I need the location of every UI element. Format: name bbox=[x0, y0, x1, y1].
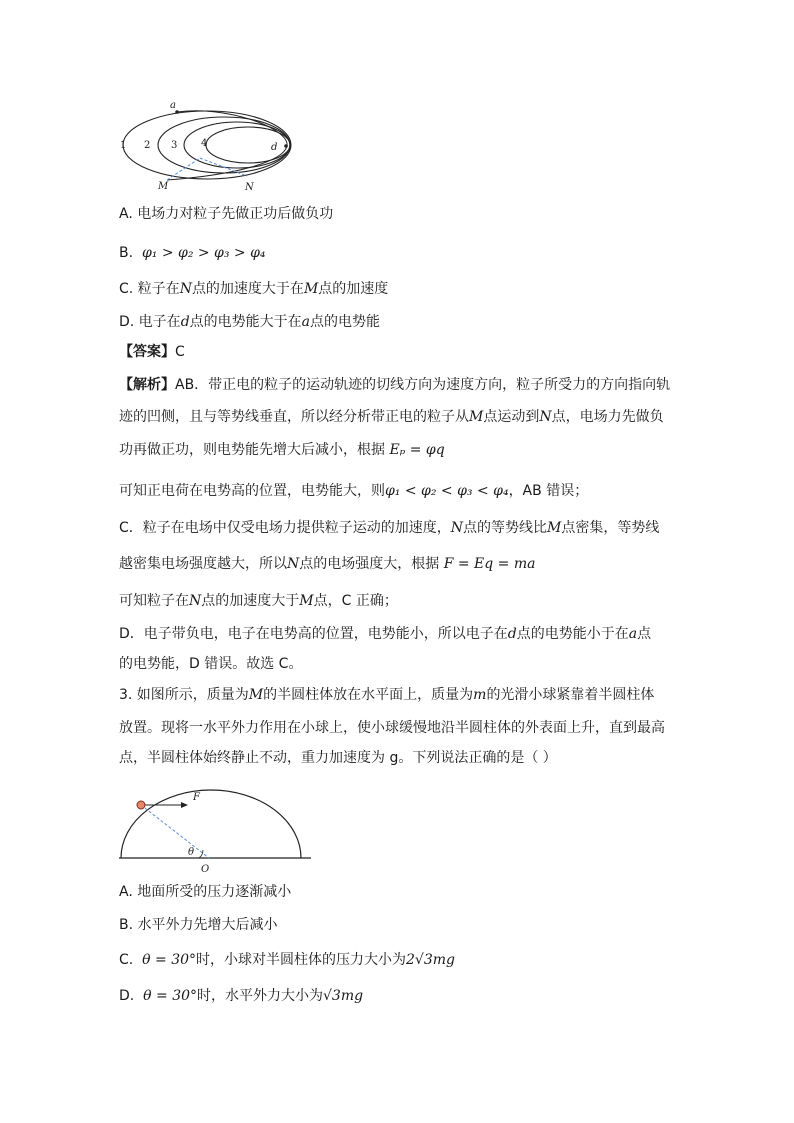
label-4: 4 bbox=[201, 138, 208, 149]
theta-value: θ = 30° bbox=[143, 988, 198, 1004]
text: ，AB 错误； bbox=[508, 483, 589, 499]
label-a: a bbox=[170, 100, 176, 111]
analysis-line-9: 的电势能，D 错误。故选 C。 bbox=[119, 656, 303, 672]
text: 点，电场力先做负 bbox=[551, 409, 664, 425]
option-2A: A. 电场力对粒子先做正功后做负功 bbox=[119, 206, 334, 222]
analysis-line-2 bbox=[119, 407, 664, 427]
analysis-line-6 bbox=[119, 554, 535, 574]
analysis-label: 【解析】 bbox=[119, 377, 175, 393]
text: 点的等势线比 bbox=[463, 520, 548, 536]
label-F: F bbox=[193, 792, 200, 803]
force-value: √3mg bbox=[323, 988, 364, 1004]
text: 越密集电场强度越大，所以 bbox=[119, 556, 287, 572]
text: 迹的凹侧，且与等势线垂直，所以经分析带正电的粒子从 bbox=[119, 409, 469, 425]
analysis-line-8 bbox=[119, 624, 651, 644]
analysis-line-7 bbox=[119, 591, 398, 611]
text: D. bbox=[119, 988, 135, 1004]
var-M: M bbox=[303, 281, 319, 297]
var-M: M bbox=[248, 687, 264, 703]
text: 功再做正功，则电势能先增大后减小，根据 bbox=[119, 442, 385, 458]
pressure-value: 2√3mg bbox=[406, 952, 455, 968]
text: 点的电势能 bbox=[310, 314, 381, 330]
var-a: a bbox=[301, 314, 311, 330]
var-d: d bbox=[507, 626, 517, 642]
dashed-line-M bbox=[167, 158, 200, 180]
option-3B: B. 水平外力先增大后减小 bbox=[119, 917, 278, 933]
text: 时，水平外力大小为 bbox=[197, 988, 324, 1004]
equipotential-figure bbox=[115, 100, 305, 195]
option-2B-expression: φ₁ > φ₂ > φ₃ > φ₄ bbox=[141, 245, 266, 261]
analysis-line-5 bbox=[119, 518, 659, 538]
question-3-line-3: 点，半圆柱体始终静止不动，重力加速度为 g。下列说法正确的是（ ） bbox=[119, 750, 557, 766]
answer-label: 【答案】 bbox=[119, 344, 175, 360]
var-N: N bbox=[287, 556, 300, 572]
theta-value: θ = 30° bbox=[142, 952, 197, 968]
point-d bbox=[284, 144, 288, 148]
var-N: N bbox=[189, 593, 202, 609]
text: 点的电势能大于在 bbox=[189, 314, 302, 330]
radius-dashed-line bbox=[141, 805, 209, 858]
analysis-line-4 bbox=[119, 481, 588, 501]
text: 点的电势能小于在 bbox=[516, 626, 629, 642]
var-N: N bbox=[539, 409, 552, 425]
text: 点的加速度大于 bbox=[201, 593, 300, 609]
text: 时，小球对半圆柱体的压力大小为 bbox=[196, 952, 407, 968]
energy-formula: Eₚ = φq bbox=[389, 442, 445, 458]
label-N: N bbox=[245, 182, 254, 193]
half-cylinder-figure bbox=[115, 778, 315, 873]
analysis-line-3 bbox=[119, 440, 445, 460]
label-3: 3 bbox=[171, 140, 178, 151]
label-2: 2 bbox=[144, 140, 151, 151]
text: C．粒子在电场中仅受电场力提供粒子运动的加速度， bbox=[119, 520, 451, 536]
var-d: d bbox=[180, 314, 190, 330]
question-3-line-1 bbox=[119, 685, 654, 705]
text: 点 bbox=[637, 626, 652, 642]
text: 可知正电荷在电势高的位置，电势能大，则 bbox=[119, 483, 385, 499]
text: 点密集，等势线 bbox=[561, 520, 660, 536]
text: 点的加速度大于在 bbox=[191, 281, 304, 297]
text: AB．带正电的粒子的运动轨迹的切线方向为速度方向，粒子所受力的方向指向轨 bbox=[175, 377, 671, 393]
label-M: M bbox=[158, 181, 169, 192]
text: C. bbox=[119, 952, 134, 968]
text: 的光滑小球紧靠着半圆柱体 bbox=[486, 687, 655, 703]
var-N: N bbox=[450, 520, 464, 536]
analysis-line-1 bbox=[119, 375, 670, 395]
option-3A: A. 地面所受的压力逐渐减小 bbox=[119, 884, 292, 900]
force-formula: F = Eq = ma bbox=[443, 556, 536, 572]
small-ball bbox=[137, 801, 145, 809]
option-3D bbox=[119, 986, 363, 1006]
var-a: a bbox=[628, 626, 638, 642]
text: 的半圆柱体放在水平面上，质量为 bbox=[263, 687, 474, 703]
answer-value: C bbox=[175, 344, 185, 360]
potential-inequality: φ₁ < φ₂ < φ₃ < φ₄ bbox=[385, 483, 509, 499]
text: 3. 如图所示，质量为 bbox=[119, 687, 249, 703]
text: 点，C 正确； bbox=[313, 593, 398, 609]
var-M: M bbox=[469, 409, 484, 425]
label-theta: θ bbox=[188, 847, 195, 858]
text: 点的电场强度大，根据 bbox=[299, 556, 440, 572]
question-3-line-2: 放置。现将一水平外力作用在小球上，使小球缓慢地沿半圆柱体的外表面上升，直到最高 bbox=[119, 720, 665, 736]
text: 可知粒子在 bbox=[119, 593, 189, 609]
option-3C bbox=[119, 950, 455, 970]
text: C. 粒子在 bbox=[119, 281, 180, 297]
label-d: d bbox=[271, 142, 278, 153]
text: 点的加速度 bbox=[318, 281, 389, 297]
option-2D bbox=[119, 312, 380, 332]
text: D．电子带负电，电子在电势高的位置，电势能小，所以电子在 bbox=[119, 626, 508, 642]
answer-line bbox=[119, 342, 185, 362]
label-1: 1 bbox=[120, 140, 127, 151]
option-2C bbox=[119, 279, 388, 299]
var-M: M bbox=[547, 520, 562, 536]
half-cylinder bbox=[121, 790, 301, 858]
var-m: m bbox=[473, 687, 487, 703]
text: D. 电子在 bbox=[119, 314, 181, 330]
text: 点运动到 bbox=[483, 409, 540, 425]
var-M: M bbox=[299, 593, 314, 609]
option-2B bbox=[119, 243, 266, 263]
var-N: N bbox=[179, 281, 192, 297]
trajectory-curve bbox=[167, 111, 287, 180]
option-2B-prefix: B. bbox=[119, 245, 134, 261]
label-O: O bbox=[201, 864, 210, 875]
force-arrowhead bbox=[181, 802, 188, 808]
